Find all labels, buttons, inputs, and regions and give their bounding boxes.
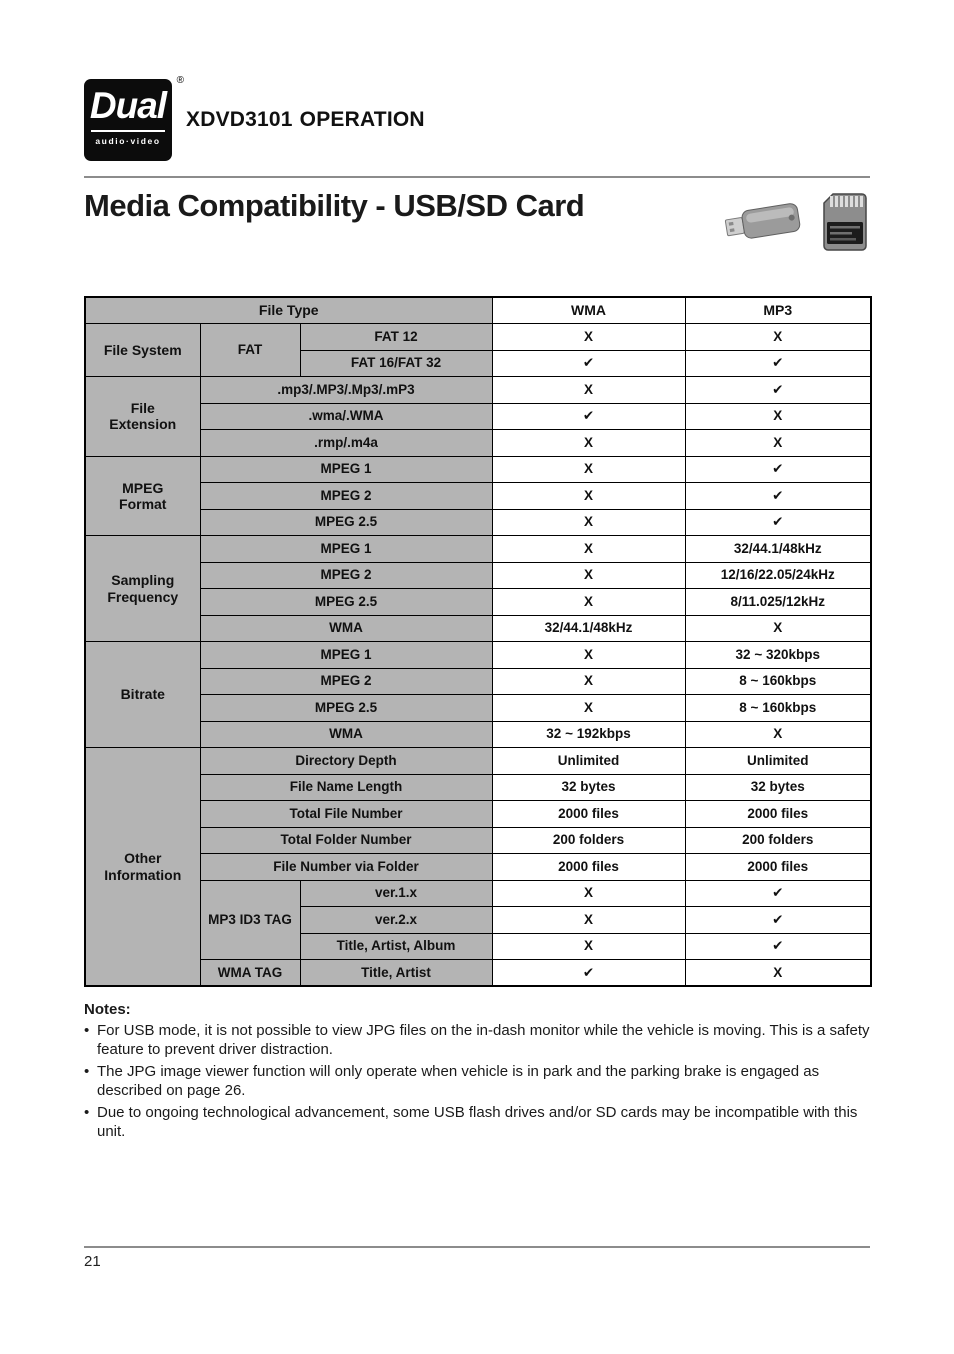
wma-value-cell: 2000 files (492, 801, 685, 828)
category-cell: File System (85, 324, 200, 377)
detail-cell: WMA (200, 721, 492, 748)
registered-trademark-icon: ® (176, 75, 184, 86)
category-cell: Bitrate (85, 642, 200, 748)
table-row (85, 456, 871, 483)
wma-value-cell: X (492, 880, 685, 907)
wma-value-cell: X (492, 509, 685, 536)
wma-value-cell: X (492, 562, 685, 589)
mp3-value-cell: X (685, 403, 871, 430)
mp3-value-cell: 200 folders (685, 827, 871, 854)
footer-divider (84, 1246, 870, 1248)
detail-cell: MPEG 1 (200, 642, 492, 669)
table-header-row (85, 297, 871, 324)
mp3-value-cell: X (685, 324, 871, 351)
mp3-value-cell: 32/44.1/48kHz (685, 536, 871, 563)
mp3-value-cell: 2000 files (685, 854, 871, 881)
category-cell: Sampling Frequency (85, 536, 200, 642)
dual-logo (84, 75, 184, 161)
note-item: • The JPG image viewer function will only operate when vehicle is in park and the parking brake is engaged as described on page 26. (84, 1062, 870, 1100)
table-row (85, 562, 871, 589)
mp3-value-cell: 8 ~ 160kbps (685, 668, 871, 695)
table-row (85, 960, 871, 987)
dual-logo-text: Dual (89, 85, 167, 126)
media-illustrations (724, 192, 870, 252)
category-cell: Other Information (85, 748, 200, 987)
notes-section (84, 1001, 870, 1141)
page-number: 21 (84, 1253, 101, 1270)
mp3-value-cell: X (685, 721, 871, 748)
wma-value-cell: X (492, 536, 685, 563)
table-row (85, 827, 871, 854)
wma-value-cell: X (492, 907, 685, 934)
mp3-value-cell: X (685, 430, 871, 457)
detail-cell: MPEG 2.5 (200, 695, 492, 722)
mp3-value-cell: ✔ (685, 350, 871, 377)
wma-value-cell: X (492, 430, 685, 457)
media-compatibility-table (84, 296, 872, 987)
wma-value-cell: X (492, 695, 685, 722)
wma-value-cell: X (492, 642, 685, 669)
detail-cell: Total Folder Number (200, 827, 492, 854)
mp3-value-cell: 32 ~ 320kbps (685, 642, 871, 669)
sd-card-icon (820, 192, 870, 252)
detail-cell: Title, Artist (300, 960, 492, 987)
category-cell: File Extension (85, 377, 200, 457)
wma-value-cell: X (492, 456, 685, 483)
detail-cell: Total File Number (200, 801, 492, 828)
detail-cell: Directory Depth (200, 748, 492, 775)
table-row (85, 748, 871, 775)
detail-cell: File Number via Folder (200, 854, 492, 881)
detail-cell: .rmp/.m4a (200, 430, 492, 457)
table-row (85, 430, 871, 457)
wma-value-cell: Unlimited (492, 748, 685, 775)
header-wma: WMA (492, 297, 685, 324)
wma-value-cell: 32 ~ 192kbps (492, 721, 685, 748)
subcategory-cell: WMA TAG (200, 960, 300, 987)
detail-cell: ver.2.x (300, 907, 492, 934)
detail-cell: .mp3/.MP3/.Mp3/.mP3 (200, 377, 492, 404)
detail-cell: ver.1.x (300, 880, 492, 907)
table-row (85, 589, 871, 616)
mp3-value-cell: ✔ (685, 377, 871, 404)
table-row (85, 642, 871, 669)
detail-cell: MPEG 2.5 (200, 589, 492, 616)
detail-cell: MPEG 2 (200, 668, 492, 695)
wma-value-cell: X (492, 377, 685, 404)
wma-value-cell: ✔ (492, 960, 685, 987)
wma-value-cell: X (492, 483, 685, 510)
wma-value-cell: ✔ (492, 350, 685, 377)
detail-cell: MPEG 2 (200, 562, 492, 589)
wma-value-cell: X (492, 668, 685, 695)
mp3-value-cell: 8 ~ 160kbps (685, 695, 871, 722)
table-row (85, 403, 871, 430)
detail-cell: File Name Length (200, 774, 492, 801)
subcategory-cell: FAT (200, 324, 300, 377)
mp3-value-cell: ✔ (685, 933, 871, 960)
wma-value-cell: X (492, 324, 685, 351)
table-row (85, 615, 871, 642)
wma-value-cell: 32/44.1/48kHz (492, 615, 685, 642)
table-row (85, 801, 871, 828)
page-header (84, 0, 870, 162)
table-row (85, 377, 871, 404)
notes-title: Notes: (84, 1001, 131, 1018)
table-row (85, 880, 871, 907)
mp3-value-cell: X (685, 615, 871, 642)
page-title: Media Compatibility - USB/SD Card (84, 188, 585, 223)
mp3-value-cell: ✔ (685, 509, 871, 536)
dual-logo-subtext: audio·video (91, 130, 165, 146)
mp3-value-cell: ✔ (685, 907, 871, 934)
header-file-type: File Type (85, 297, 492, 324)
mp3-value-cell: ✔ (685, 880, 871, 907)
table-row (85, 774, 871, 801)
mp3-value-cell: 12/16/22.05/24kHz (685, 562, 871, 589)
table-row (85, 324, 871, 351)
page-footer (84, 1246, 870, 1270)
detail-cell: FAT 16/FAT 32 (300, 350, 492, 377)
detail-cell: WMA (200, 615, 492, 642)
header-divider (84, 176, 870, 178)
table-row (85, 854, 871, 881)
mp3-value-cell: ✔ (685, 456, 871, 483)
category-cell: MPEG Format (85, 456, 200, 536)
section-name: OPERATION (299, 108, 425, 131)
header-title (186, 108, 425, 132)
table-row (85, 536, 871, 563)
mp3-value-cell: X (685, 960, 871, 987)
note-item: • Due to ongoing technological advancement, some USB flash drives and/or SD cards may be incompatible with this unit. (84, 1103, 870, 1141)
note-item: • For USB mode, it is not possible to view JPG files on the in-dash monitor while the vehicle is moving. This is a safety feature to prevent driver distraction. (84, 1021, 870, 1059)
header-mp3: MP3 (685, 297, 871, 324)
detail-cell: MPEG 1 (200, 456, 492, 483)
wma-value-cell: 32 bytes (492, 774, 685, 801)
detail-cell: MPEG 1 (200, 536, 492, 563)
wma-value-cell: 2000 files (492, 854, 685, 881)
mp3-value-cell: 32 bytes (685, 774, 871, 801)
mp3-value-cell: 8/11.025/12kHz (685, 589, 871, 616)
detail-cell: MPEG 2.5 (200, 509, 492, 536)
detail-cell: Title, Artist, Album (300, 933, 492, 960)
mp3-value-cell: ✔ (685, 483, 871, 510)
mp3-value-cell: Unlimited (685, 748, 871, 775)
table-row (85, 721, 871, 748)
wma-value-cell: 200 folders (492, 827, 685, 854)
table-row (85, 668, 871, 695)
table-row (85, 483, 871, 510)
table-row (85, 695, 871, 722)
wma-value-cell: ✔ (492, 403, 685, 430)
mp3-value-cell: 2000 files (685, 801, 871, 828)
detail-cell: .wma/.WMA (200, 403, 492, 430)
usb-drive-icon (724, 195, 804, 249)
detail-cell: FAT 12 (300, 324, 492, 351)
wma-value-cell: X (492, 589, 685, 616)
product-name: XDVD3101 (186, 108, 293, 131)
table-row (85, 509, 871, 536)
detail-cell: MPEG 2 (200, 483, 492, 510)
wma-value-cell: X (492, 933, 685, 960)
subcategory-cell: MP3 ID3 TAG (200, 880, 300, 960)
